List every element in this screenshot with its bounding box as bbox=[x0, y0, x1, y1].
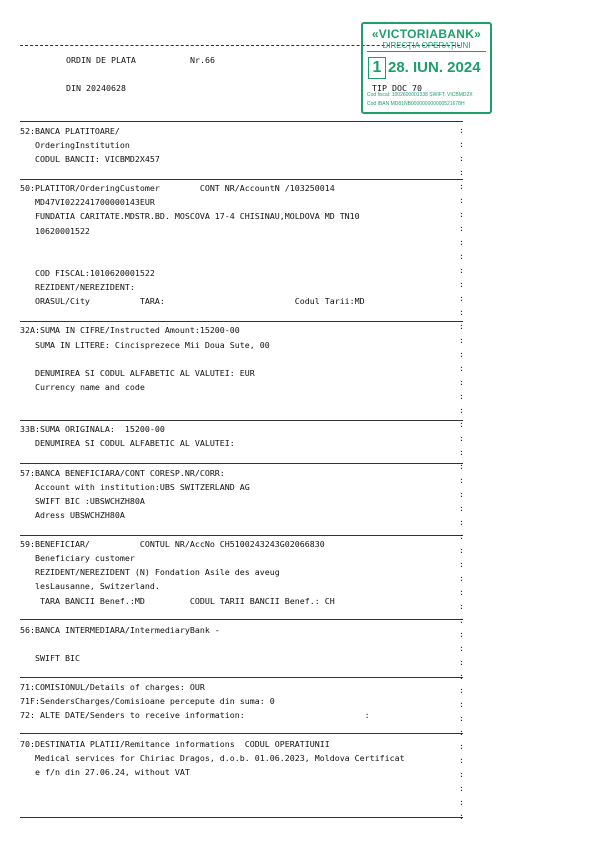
section-rule bbox=[20, 733, 463, 734]
field-50-title: 50:PLATITOR/OrderingCustomer CONT NR/AccountN /103250014 bbox=[20, 183, 335, 193]
field-59-line: lesLausanne, Switzerland. bbox=[20, 581, 160, 591]
field-59-line: REZIDENT/NEREZIDENT (N) Fondation Asile des aveug bbox=[20, 567, 280, 577]
stamp-fiscal-line: Cod fiscal: 1002600001338 SWIFT: VICBMD2X bbox=[367, 92, 473, 98]
section-rule bbox=[20, 321, 463, 322]
margin-colon: : bbox=[459, 672, 464, 681]
margin-colon: : bbox=[459, 308, 464, 317]
doc-type: TIP DOC 70 bbox=[372, 83, 422, 93]
section-rule bbox=[20, 463, 463, 464]
margin-colon: : bbox=[459, 574, 464, 583]
margin-colon: : bbox=[459, 532, 464, 541]
field-32a-line: Currency name and code bbox=[20, 382, 145, 392]
margin-colon: : bbox=[459, 154, 464, 163]
margin-colon: : bbox=[459, 266, 464, 275]
margin-colon: : bbox=[459, 714, 464, 723]
margin-colon: : bbox=[459, 126, 464, 135]
margin-colon: : bbox=[459, 616, 464, 625]
margin-colon: : bbox=[459, 378, 464, 387]
margin-colon: : bbox=[459, 196, 464, 205]
field-56-title: 56:BANCA INTERMEDIARA/IntermediaryBank - bbox=[20, 625, 220, 635]
margin-colon: : bbox=[459, 406, 464, 415]
margin-colon: : bbox=[459, 434, 464, 443]
margin-colon: : bbox=[459, 546, 464, 555]
field-70-line: e f/n din 27.06.24, without VAT bbox=[20, 767, 190, 777]
margin-colon: : bbox=[459, 700, 464, 709]
margin-colon: : bbox=[459, 252, 464, 261]
margin-colon: : bbox=[459, 770, 464, 779]
field-50-line: FUNDATIA CARITATE.MDSTR.BD. MOSCOVA 17-4 CHISINAU,MOLDOVA MD TN10 bbox=[20, 211, 360, 221]
field-56-line: SWIFT BIC bbox=[20, 653, 80, 663]
margin-colon: : bbox=[459, 238, 464, 247]
margin-colon: : bbox=[459, 728, 464, 737]
field-33b-title: 33B:SUMA ORIGINALA: 15200-00 bbox=[20, 424, 165, 434]
order-number: Nr.66 bbox=[190, 55, 215, 65]
section-rule bbox=[20, 121, 463, 122]
field-52-line: CODUL BANCII: VICBMD2X457 bbox=[20, 154, 160, 164]
margin-colon: : bbox=[459, 658, 464, 667]
margin-colon: : bbox=[459, 420, 464, 429]
field-50-line: MD47VI022241700000143EUR bbox=[20, 197, 155, 207]
stamp-divider bbox=[367, 51, 486, 52]
margin-colon: : bbox=[459, 602, 464, 611]
margin-colon: : bbox=[459, 560, 464, 569]
margin-colon: : bbox=[459, 280, 464, 289]
stamp-department: DIRECŢIA OPERAŢIUNI bbox=[382, 41, 471, 50]
field-50-line: COD FISCAL:1010620001522 bbox=[20, 268, 155, 278]
margin-colon: : bbox=[459, 364, 464, 373]
field-50-line: ORASUL/City TARA: Codul Tarii:MD bbox=[20, 296, 365, 306]
field-50-line: 10620001522 bbox=[20, 226, 90, 236]
field-52-title: 52:BANCA PLATITOARE/ bbox=[20, 126, 120, 136]
margin-colon: : bbox=[459, 462, 464, 471]
section-rule bbox=[20, 535, 463, 536]
field-57-line: Adress UBSWCHZH80A bbox=[20, 510, 125, 520]
margin-colon: : bbox=[459, 322, 464, 331]
field-59-title: 59:BENEFICIAR/ CONTUL NR/AccNo CH5100243243G02066830 bbox=[20, 539, 325, 549]
margin-colon: : bbox=[459, 350, 464, 359]
section-rule bbox=[20, 420, 463, 421]
margin-colon: : bbox=[459, 490, 464, 499]
section-rule bbox=[20, 817, 463, 818]
field-57-line: Account with institution:UBS SWITZERLAND AG bbox=[20, 482, 250, 492]
section-rule bbox=[20, 179, 463, 180]
order-label: ORDIN DE PLATA bbox=[66, 55, 136, 65]
stamp-number: 1 bbox=[368, 57, 386, 79]
section-rule bbox=[20, 619, 463, 620]
field-52-line: OrderingInstitution bbox=[20, 140, 130, 150]
field-70-title: 70:DESTINATIA PLATII/Remitance informations CODUL OPERATIUNII bbox=[20, 739, 330, 749]
stamp-iban-line: Cod IBAN MD81NB000000000000521678H bbox=[367, 101, 465, 107]
margin-colon: : bbox=[459, 476, 464, 485]
field-71-title: 71:COMISIONUL/Details of charges: OUR bbox=[20, 682, 205, 692]
margin-colon: : bbox=[459, 504, 464, 513]
bank-stamp bbox=[361, 22, 492, 114]
margin-colon: : bbox=[459, 756, 464, 765]
margin-colon: : bbox=[459, 448, 464, 457]
margin-colon: : bbox=[459, 742, 464, 751]
field-59-line: Beneficiary customer bbox=[20, 553, 135, 563]
margin-colon: : bbox=[459, 392, 464, 401]
margin-colon: : bbox=[459, 294, 464, 303]
margin-colon: : bbox=[459, 784, 464, 793]
margin-colon: : bbox=[459, 630, 464, 639]
margin-colon: : bbox=[459, 588, 464, 597]
field-32a-title: 32A:SUMA IN CIFRE/Instructed Amount:15200-00 bbox=[20, 325, 240, 335]
margin-colon: : bbox=[459, 168, 464, 177]
field-59-line: TARA BANCII Benef.:MD CODUL TARII BANCII Benef.: CH bbox=[20, 596, 335, 606]
margin-colon: : bbox=[459, 518, 464, 527]
margin-colon: : bbox=[459, 336, 464, 345]
field-50-line: REZIDENT/NEREZIDENT: bbox=[20, 282, 135, 292]
margin-colon: : bbox=[459, 644, 464, 653]
field-57-line: SWIFT BIC :UBSWCHZH80A bbox=[20, 496, 145, 506]
margin-colon: : bbox=[459, 210, 464, 219]
field-70-line: Medical services for Chiriac Dragos, d.o.b. 01.06.2023, Moldova Certificat bbox=[20, 753, 405, 763]
section-rule bbox=[20, 677, 463, 678]
field-71f-line: 71F:SendersCharges/Comisioane percepute din suma: 0 bbox=[20, 696, 275, 706]
margin-colon: : bbox=[459, 224, 464, 233]
margin-colon: : bbox=[459, 686, 464, 695]
field-33b-line: DENUMIREA SI CODUL ALFABETIC AL VALUTEI: bbox=[20, 438, 235, 448]
stamp-date: 28. IUN. 2024 bbox=[388, 59, 481, 76]
field-57-title: 57:BANCA BENEFICIARA/CONT CORESP.NR/CORR: bbox=[20, 468, 225, 478]
margin-colon: : bbox=[459, 182, 464, 191]
stamp-bank-name: «VICTORIABANK» bbox=[371, 27, 482, 41]
field-32a-line: SUMA IN LITERE: Cincisprezece Mii Doua Sute, 00 bbox=[20, 340, 270, 350]
field-32a-line: DENUMIREA SI CODUL ALFABETIC AL VALUTEI: EUR bbox=[20, 368, 255, 378]
margin-colon: : bbox=[459, 812, 464, 821]
margin-colon: : bbox=[459, 798, 464, 807]
margin-colon: : bbox=[459, 140, 464, 149]
field-72-line: 72: ALTE DATE/Senders to receive information: : bbox=[20, 710, 370, 720]
order-date: DIN 20240628 bbox=[66, 83, 126, 93]
